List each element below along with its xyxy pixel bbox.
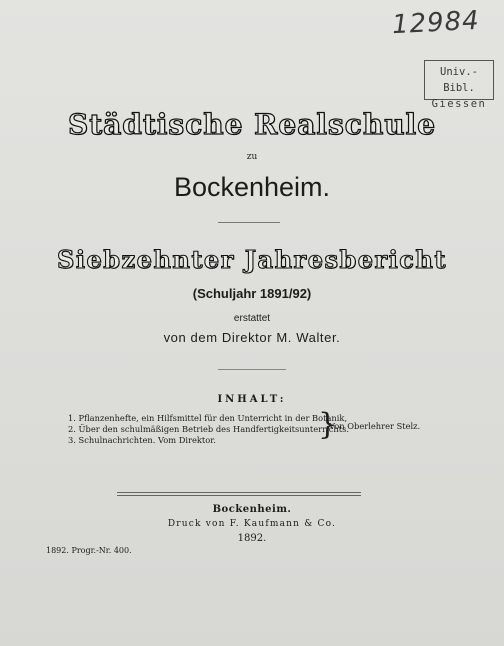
school-year: (Schuljahr 1891/92) <box>192 286 312 301</box>
imprint-printer: Druck von F. Kaufmann & Co. <box>167 519 337 529</box>
city-title: Bockenheim. <box>173 172 331 202</box>
report-title: Siebzehnter Jahresbericht <box>57 245 447 274</box>
contents-item: 1. Pflanzenhefte, ein Hilfsmittel für den Unterricht in der Botanik, <box>68 413 348 423</box>
brace-icon: } <box>318 407 338 442</box>
divider-mid <box>218 369 286 370</box>
imprint-place: Bockenheim. <box>212 504 292 515</box>
contents-heading: INHALT: <box>217 394 287 405</box>
stamp-line2: Giessen <box>431 98 487 110</box>
brace-note: Von Oberlehrer Stelz. <box>329 421 421 431</box>
divider-bottom <box>117 492 361 496</box>
contents-item: 3. Schulnachrichten. Vom Direktor. <box>68 435 216 445</box>
zu-text: zu <box>246 152 258 162</box>
director-line: von dem Direktor M. Walter. <box>163 330 341 345</box>
school-title: Städtische Realschule <box>67 108 437 141</box>
erstattet-text: erstattet <box>233 313 271 324</box>
stamp-line1: Univ.-Bibl. <box>440 66 478 94</box>
divider-short <box>218 222 280 223</box>
contents-list <box>68 413 349 446</box>
handwritten-number: 12984 <box>391 5 481 41</box>
contents-item: 2. Über den schulmäßigen Betrieb des Handfertigkeitsunterrichts. <box>68 424 349 434</box>
library-stamp <box>424 60 494 110</box>
imprint-year: 1892. <box>237 533 267 544</box>
program-number: 1892. Progr.-Nr. 400. <box>46 546 132 555</box>
